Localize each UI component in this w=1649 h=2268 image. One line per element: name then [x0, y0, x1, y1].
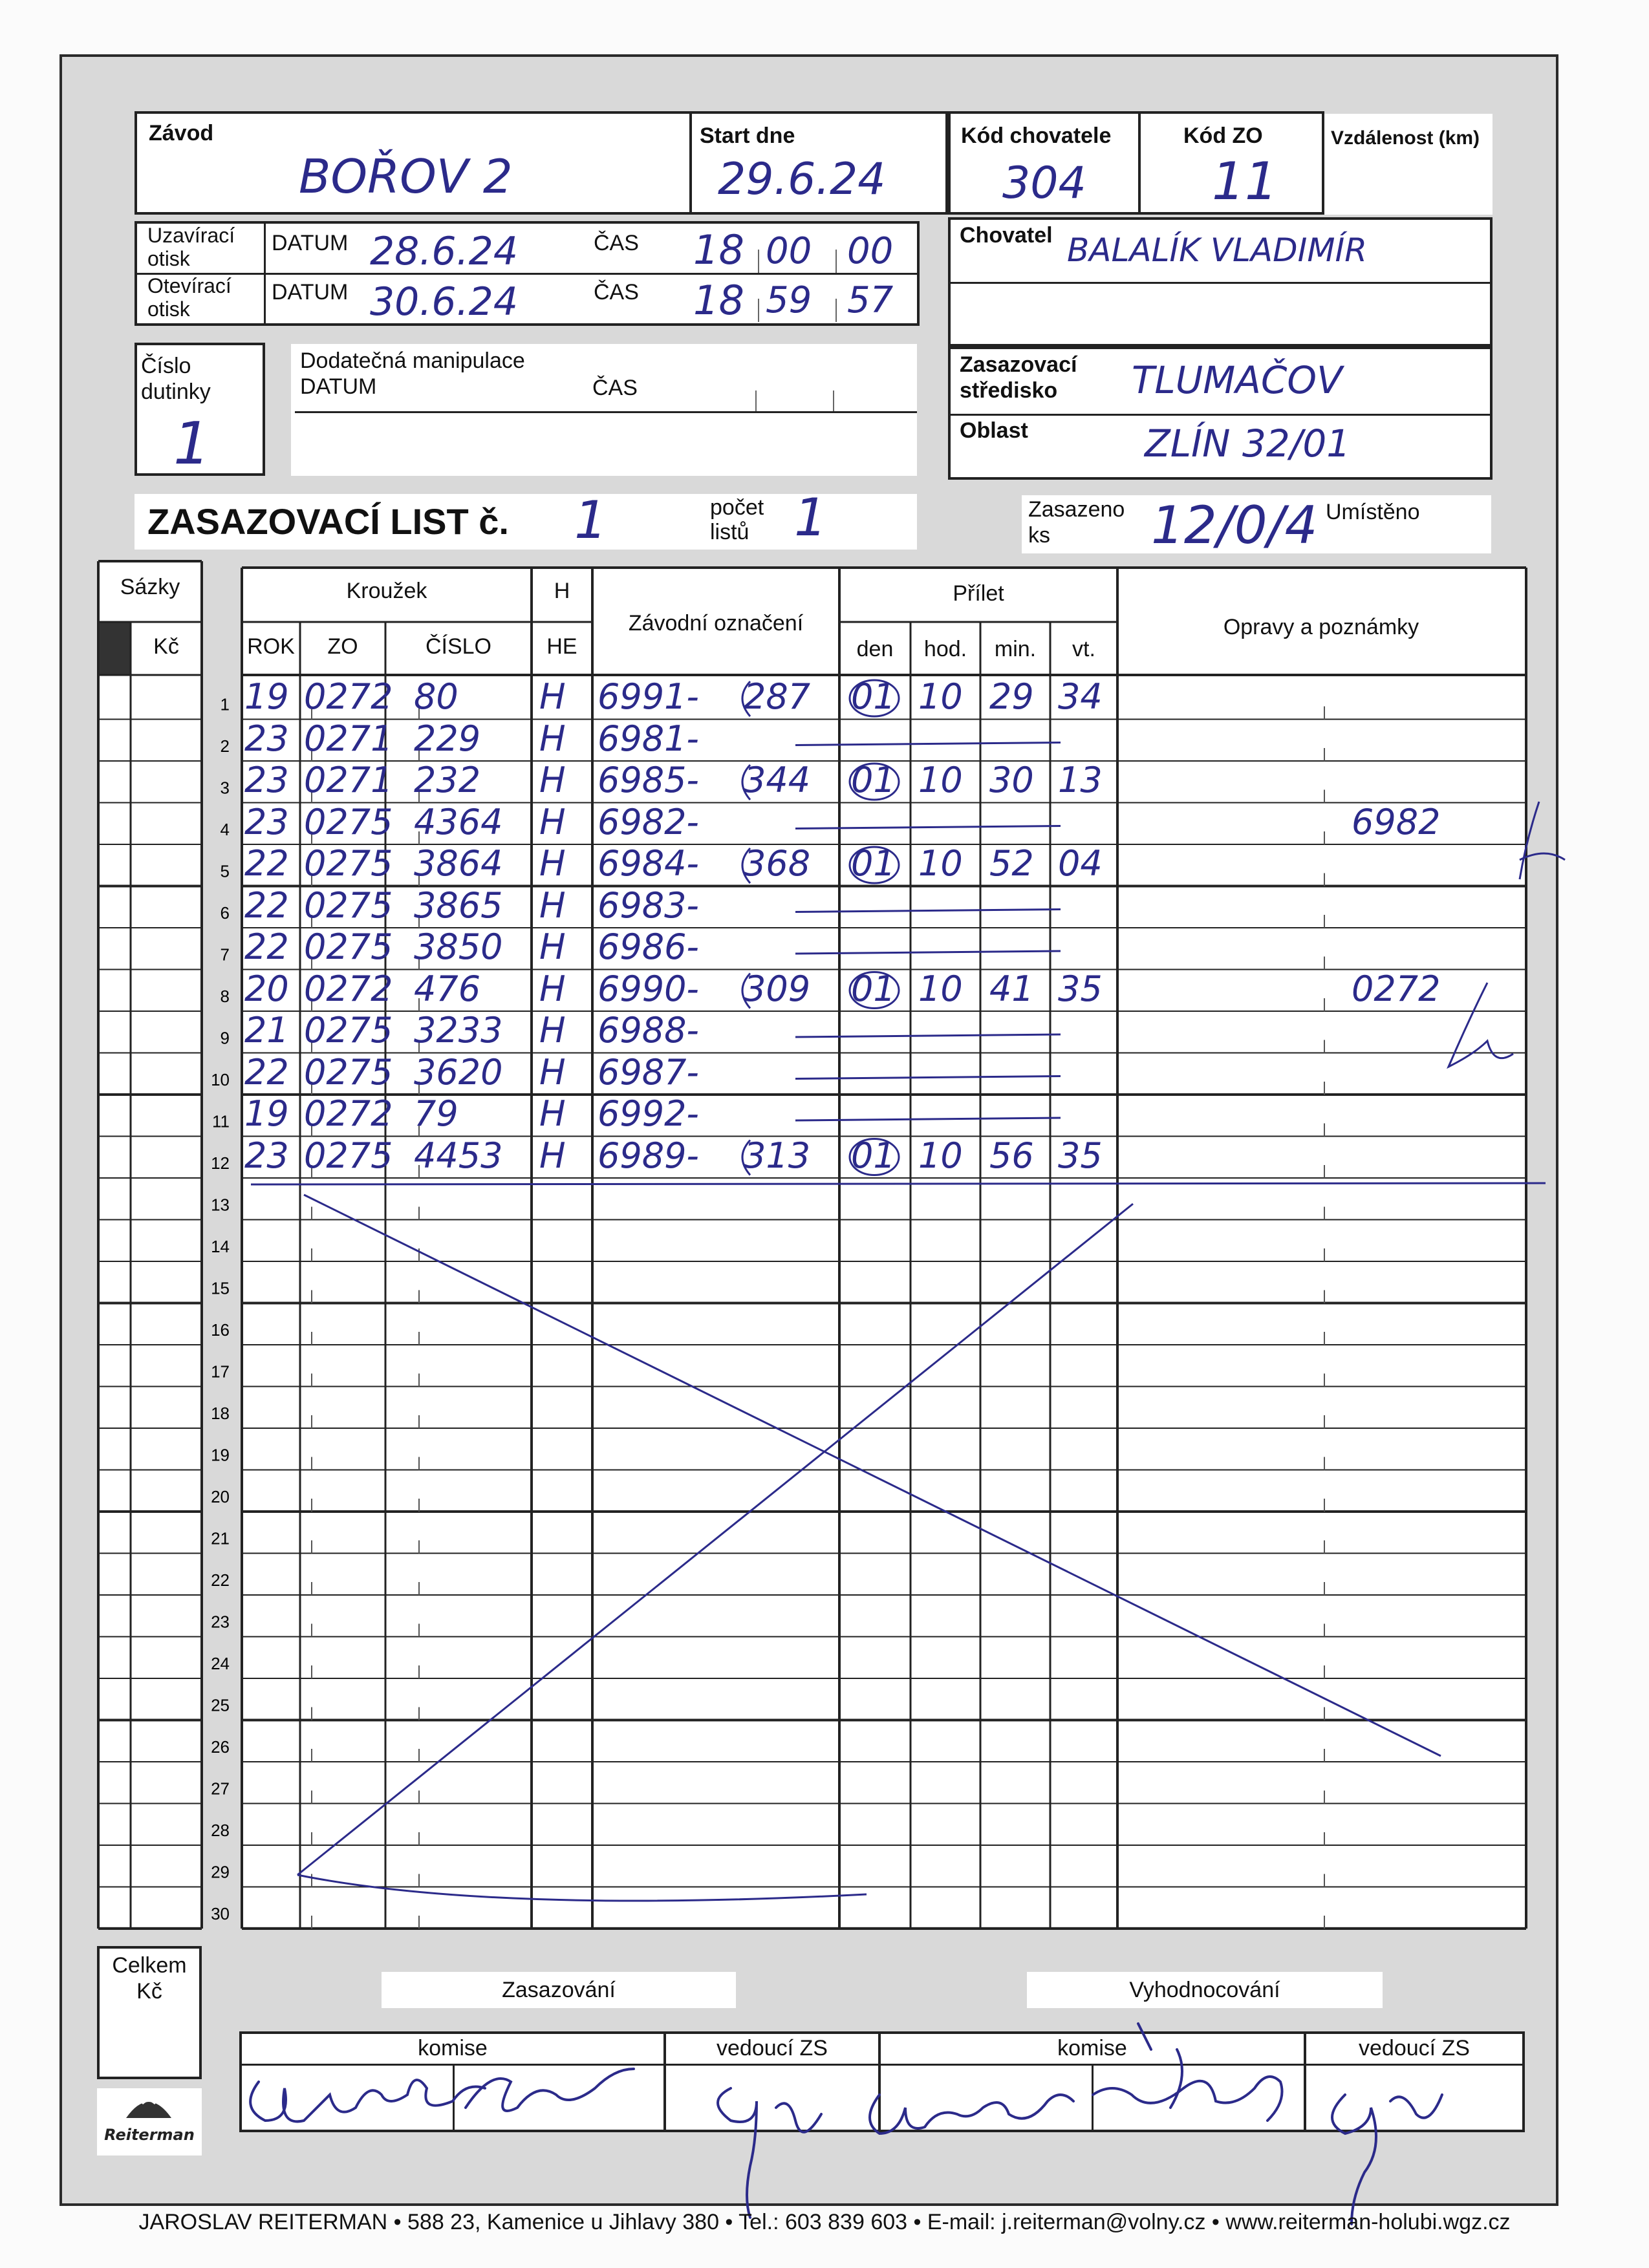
row-number: 1 — [220, 694, 230, 714]
table-cell-zavodni: 6990- — [598, 968, 699, 1009]
row-number: 2 — [220, 736, 230, 756]
table-cell-zavodni: 6982- — [598, 801, 699, 842]
row-number: 16 — [211, 1320, 230, 1340]
celkem-label: Celkem Kč — [112, 1953, 187, 2004]
table-cell-poradi: 309 — [744, 968, 811, 1009]
he-label: HE — [546, 634, 577, 659]
table-cell-rok: 23 — [244, 760, 289, 800]
zavod-label: Závod — [149, 121, 214, 145]
table-cell-poradi: 313 — [744, 1135, 811, 1176]
row-number: 21 — [211, 1528, 230, 1548]
pocet-listu-value: 1 — [794, 487, 827, 548]
table-cell-cislo: 3865 — [414, 884, 503, 926]
vt-label: vt. — [1072, 637, 1095, 661]
table-cell-den: 01 — [851, 760, 896, 800]
table-cell-he: H — [539, 1135, 566, 1176]
table-cell-zo: 0275 — [304, 801, 393, 842]
table-cell-cislo: 3233 — [414, 1010, 503, 1051]
zasazovaci-stredisko-label: Zasazovací středisko — [960, 352, 1077, 403]
cislo-dutinky-value: 1 — [173, 410, 211, 478]
table-cell-rok: 19 — [244, 1093, 289, 1134]
table-cell-zavodni: 6985- — [598, 760, 699, 800]
table-cell-zavodni: 6991- — [598, 676, 699, 717]
table-cell-rok: 19 — [244, 676, 289, 717]
start-value: 29.6.24 — [718, 154, 886, 205]
row-number: 6 — [220, 903, 230, 923]
table-cell-den: 01 — [851, 1135, 896, 1176]
start-label: Start dne — [700, 123, 795, 148]
row-number: 28 — [211, 1821, 230, 1840]
table-cell-zo: 0271 — [304, 760, 393, 800]
dodatecna-label: Dodatečná manipulace — [300, 348, 525, 373]
krouzek-label: Kroužek — [346, 579, 427, 603]
table-cell-he: H — [539, 884, 566, 926]
row-number: 12 — [211, 1153, 230, 1173]
umisteno-label: Umístěno — [1326, 500, 1420, 524]
sazky-label: Sázky — [120, 575, 180, 599]
kod-chovatele-value: 304 — [1002, 158, 1086, 209]
uzaviraci-label: Uzavírací otisk — [147, 224, 235, 270]
cislo-dutinky-label: Číslo dutinky — [141, 354, 211, 404]
row-number: 22 — [211, 1570, 230, 1590]
table-cell-zo: 0275 — [304, 884, 393, 926]
row-number: 24 — [211, 1654, 230, 1673]
table-cell-rok: 22 — [244, 926, 289, 967]
pigeon-icon — [123, 2092, 175, 2124]
table-cell-he: H — [539, 926, 566, 967]
oteviraci-sec: 57 — [847, 279, 894, 321]
zasazeno-value: 12/0/4 — [1151, 495, 1318, 555]
table-cell-rok: 23 — [244, 1135, 289, 1176]
oblast-label: Oblast — [960, 418, 1028, 443]
table-cell-zavodni: 6986- — [598, 926, 699, 967]
table-cell-zo: 0275 — [304, 843, 393, 884]
row-number: 14 — [211, 1237, 230, 1256]
h-label: H — [554, 579, 570, 603]
kod-zo-value: 11 — [1212, 151, 1278, 211]
list-number: 1 — [574, 490, 607, 550]
table-cell-he: H — [539, 718, 566, 759]
chovatel-value: BALALÍK VLADIMÍR — [1067, 231, 1367, 269]
table-cell-hod: 10 — [918, 1135, 963, 1176]
oblast-value: ZLÍN 32/01 — [1145, 422, 1351, 465]
table-cell-zo: 0275 — [304, 1135, 393, 1176]
row-number: 4 — [220, 820, 230, 839]
table-cell-zavodni: 6987- — [598, 1051, 699, 1093]
cislo-label: ČÍSLO — [425, 634, 492, 659]
table-cell-he: H — [539, 1051, 566, 1093]
row-number: 11 — [212, 1111, 230, 1131]
table-cell-vt: 35 — [1058, 968, 1103, 1009]
zasazovani-komise-label: komise — [418, 2036, 488, 2060]
vzdalenost-label: Vzdálenost (km) — [1331, 127, 1480, 149]
table-cell-poradi: 344 — [744, 760, 811, 800]
sazky-kc-label: Kč — [153, 634, 179, 659]
table-cell-zo: 0272 — [304, 968, 393, 1009]
table-cell-pozn: 6982 — [1352, 801, 1441, 842]
kod-zo-label: Kód ZO — [1183, 123, 1263, 148]
table-cell-cislo: 476 — [414, 968, 481, 1009]
table-cell-rok: 20 — [244, 968, 289, 1009]
table-cell-cislo: 232 — [414, 760, 481, 800]
row-number: 18 — [211, 1404, 230, 1423]
table-cell-he: H — [539, 843, 566, 884]
table-cell-zo: 0271 — [304, 718, 393, 759]
table-cell-cislo: 79 — [414, 1093, 458, 1134]
row-number: 30 — [211, 1904, 230, 1923]
table-cell-zavodni: 6988- — [598, 1010, 699, 1051]
table-cell-zo: 0275 — [304, 1010, 393, 1051]
prilet-label: Přílet — [953, 581, 1004, 606]
table-cell-hod: 10 — [918, 968, 963, 1009]
table-cell-cislo: 3850 — [414, 926, 503, 967]
zasazeno-label: Zasazeno ks — [1028, 497, 1125, 548]
uzaviraci-datum-value: 28.6.24 — [370, 229, 519, 274]
table-cell-zavodni: 6984- — [598, 843, 699, 884]
dodatecna-datum-label: DATUM — [300, 374, 377, 399]
table-cell-rok: 22 — [244, 1051, 289, 1093]
kod-chovatele-label: Kód chovatele — [961, 123, 1112, 148]
table-cell-min: 52 — [989, 843, 1034, 884]
oteviraci-datum-label: DATUM — [272, 280, 349, 305]
table-cell-cislo: 4364 — [414, 801, 503, 842]
table-cell-vt: 34 — [1058, 676, 1103, 717]
row-number: 5 — [220, 861, 230, 881]
table-cell-zo: 0275 — [304, 1051, 393, 1093]
table-cell-min: 30 — [989, 760, 1034, 800]
row-number: 3 — [220, 778, 230, 798]
zavod-value: BOŘOV 2 — [299, 149, 513, 204]
table-cell-vt: 13 — [1058, 760, 1103, 800]
table-cell-min: 41 — [989, 968, 1034, 1009]
table-cell-zavodni: 6983- — [598, 884, 699, 926]
rok-label: ROK — [247, 634, 295, 659]
row-number: 20 — [211, 1487, 230, 1506]
row-number: 8 — [220, 987, 230, 1006]
table-cell-rok: 23 — [244, 718, 289, 759]
row-number: 13 — [211, 1195, 230, 1215]
table-cell-min: 29 — [989, 676, 1034, 717]
oteviraci-cas-label: ČAS — [594, 280, 639, 305]
logo-text: Reiterman — [104, 2126, 195, 2144]
table-cell-hod: 10 — [918, 676, 963, 717]
table-cell-zo: 0272 — [304, 676, 393, 717]
row-number: 9 — [220, 1028, 230, 1048]
oteviraci-datum-value: 30.6.24 — [370, 279, 519, 325]
row-number: 26 — [211, 1737, 230, 1757]
table-cell-zavodni: 6989- — [598, 1135, 699, 1176]
table-cell-cislo: 80 — [414, 676, 458, 717]
uzaviraci-sec: 00 — [847, 230, 894, 272]
table-cell-cislo: 229 — [414, 718, 481, 759]
den-label: den — [856, 637, 894, 661]
table-cell-cislo: 3864 — [414, 843, 503, 884]
zasazovani-label: Zasazování — [382, 1972, 736, 2008]
dodatecna-cas-label: ČAS — [592, 376, 638, 400]
table-cell-pozn: 0272 — [1352, 968, 1441, 1009]
row-number: 10 — [211, 1070, 230, 1089]
table-cell-vt: 04 — [1058, 843, 1103, 884]
reiterman-logo — [97, 2088, 202, 2156]
zo-label: ZO — [327, 634, 358, 659]
row-number: 17 — [211, 1362, 230, 1382]
zasazovani-vedouci-label: vedoucí ZS — [717, 2036, 828, 2060]
min-label: min. — [994, 637, 1037, 661]
table-cell-rok: 23 — [244, 801, 289, 842]
row-number: 27 — [211, 1779, 230, 1799]
hod-label: hod. — [923, 637, 967, 661]
table-cell-rok: 22 — [244, 843, 289, 884]
vyhodnocovani-komise-label: komise — [1057, 2036, 1127, 2060]
oteviraci-min: 59 — [766, 279, 812, 321]
table-cell-min: 56 — [989, 1135, 1034, 1176]
table-cell-rok: 22 — [244, 884, 289, 926]
uzaviraci-datum-label: DATUM — [272, 231, 349, 255]
footer-text: JAROSLAV REITERMAN • 588 23, Kamenice u Jihlavy 380 • Tel.: 603 839 603 • E-mail: j.reiterman@volny.cz • www.reiterman-holubi.wgz.cz — [138, 2210, 1511, 2234]
table-cell-he: H — [539, 801, 566, 842]
table-cell-rok: 21 — [244, 1010, 289, 1051]
row-number: 7 — [220, 945, 230, 965]
oteviraci-label: Otevírací otisk — [147, 274, 232, 321]
table-cell-cislo: 3620 — [414, 1051, 503, 1093]
oteviraci-hod: 18 — [693, 277, 744, 324]
table-cell-vt: 35 — [1058, 1135, 1103, 1176]
uzaviraci-cas-label: ČAS — [594, 231, 639, 255]
table-cell-poradi: 368 — [744, 843, 811, 884]
table-cell-he: H — [539, 1010, 566, 1051]
uzaviraci-hod: 18 — [693, 226, 744, 273]
vyhodnocovani-vedouci-label: vedoucí ZS — [1359, 2036, 1470, 2060]
row-number: 29 — [211, 1862, 230, 1882]
zavodni-label: Závodní označení — [628, 611, 804, 636]
table-cell-zavodni: 6992- — [598, 1093, 699, 1134]
table-cell-hod: 10 — [918, 843, 963, 884]
table-cell-he: H — [539, 968, 566, 1009]
row-number: 25 — [211, 1695, 230, 1715]
table-cell-den: 01 — [851, 676, 896, 717]
table-cell-zo: 0275 — [304, 926, 393, 967]
table-cell-zavodni: 6981- — [598, 718, 699, 759]
table-cell-he: H — [539, 676, 566, 717]
opravy-label: Opravy a poznámky — [1223, 615, 1419, 639]
table-cell-he: H — [539, 760, 566, 800]
table-cell-den: 01 — [851, 843, 896, 884]
table-cell-den: 01 — [851, 968, 896, 1009]
row-number: 19 — [211, 1445, 230, 1465]
row-number: 15 — [211, 1278, 230, 1298]
uzaviraci-min: 00 — [766, 230, 812, 272]
chovatel-label: Chovatel — [960, 223, 1053, 248]
table-cell-hod: 10 — [918, 760, 963, 800]
table-cell-he: H — [539, 1093, 566, 1134]
zasazovaci-stredisko-value: TLUMAČOV — [1132, 358, 1342, 402]
table-cell-cislo: 4453 — [414, 1135, 503, 1176]
pocet-listu-label: počet listů — [710, 495, 764, 544]
table-cell-zo: 0272 — [304, 1093, 393, 1134]
vyhodnocovani-label: Vyhodnocování — [1027, 1972, 1383, 2008]
list-title: ZASAZOVACÍ LIST č. — [147, 501, 509, 542]
row-number: 23 — [211, 1612, 230, 1632]
table-cell-poradi: 287 — [744, 676, 811, 717]
